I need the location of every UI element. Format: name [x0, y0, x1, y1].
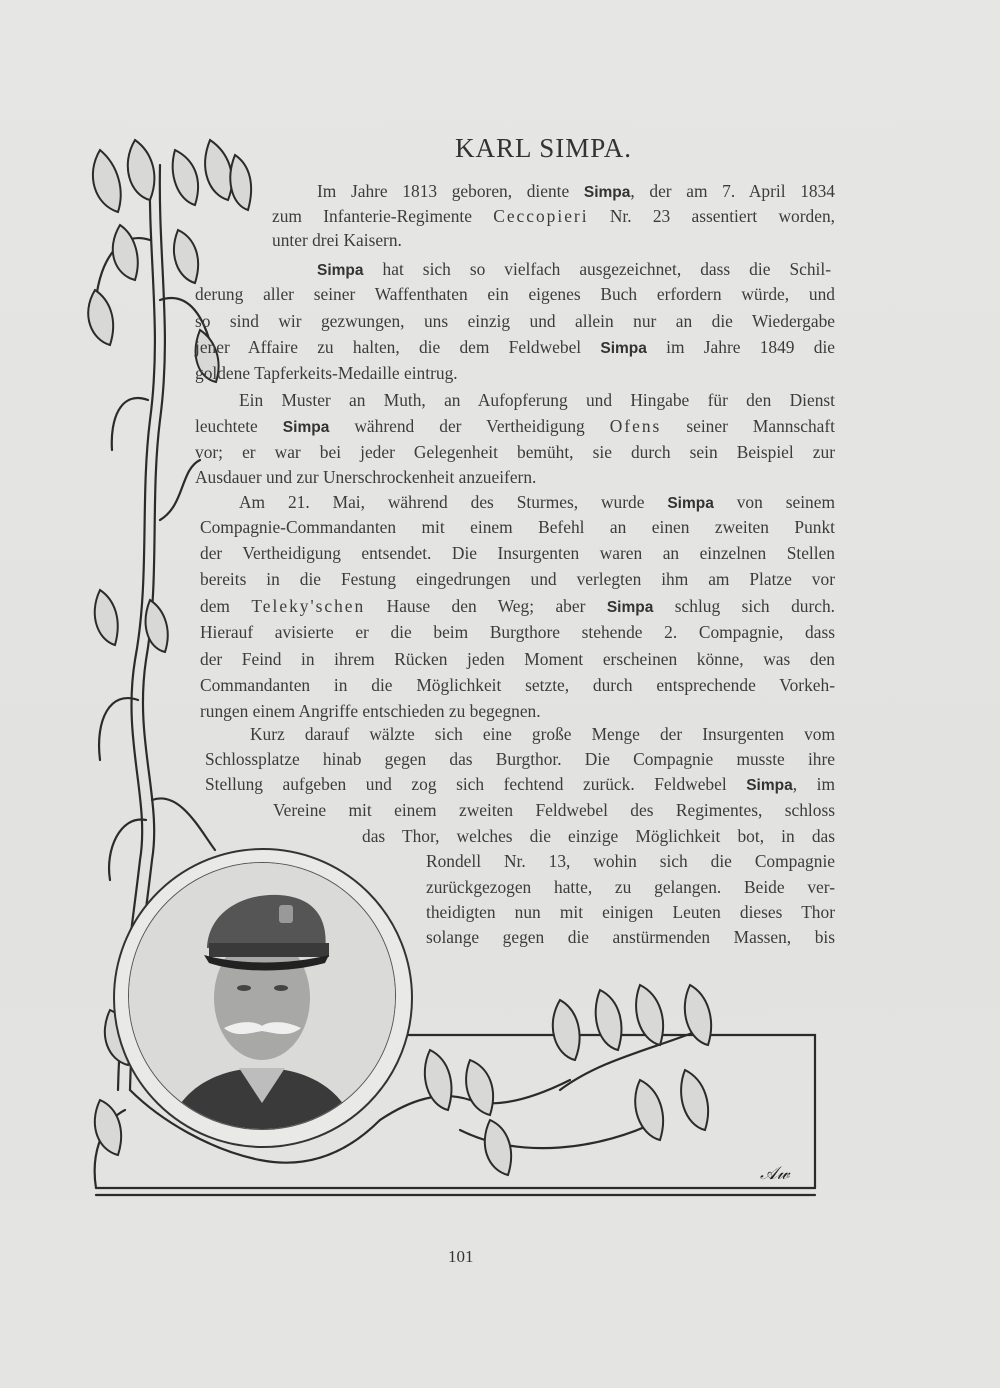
person-name: Simpa: [667, 495, 714, 512]
text-run: hat sich so vielfach ausgezeichnet, dass die Schil-: [363, 259, 831, 279]
text-run: Schlossplatze hinab gegen das Burgthor. Die Compagnie musste ihre: [205, 749, 835, 769]
text-line: [362, 825, 835, 848]
text-line: [195, 336, 835, 360]
text-line: [426, 876, 835, 899]
text-run: bereits in die Festung eingedrungen und verlegten ihm am Platze vor: [200, 569, 835, 589]
text-run: theidigten nun mit einigen Leuten dieses Thor: [426, 902, 835, 922]
text-run: unter drei Kaisern.: [272, 230, 402, 250]
text-line: [273, 799, 835, 822]
text-run: Kurz darauf wälzte sich eine große Menge der Insurgenten vom: [250, 724, 835, 744]
text-line: [426, 926, 835, 949]
text-line: [272, 205, 835, 228]
text-line: [317, 180, 835, 204]
text-line: [250, 723, 835, 746]
text-line: [205, 748, 835, 771]
person-name: Simpa: [600, 340, 647, 357]
text-run: Compagnie-Commandanten mit einem Befehl an einen zweiten Punkt: [200, 517, 835, 537]
text-line: [272, 229, 472, 252]
text-line: [195, 362, 525, 385]
officer-portrait-illustration: [129, 863, 395, 1129]
text-run: seiner Mannschaft: [661, 416, 835, 436]
person-name: Simpa: [583, 184, 631, 201]
text-run: Ausdauer und zur Unerschrockenheit anzueifern.: [195, 467, 537, 487]
text-run: derung aller seiner Waffenthaten ein eigenes Buch erfordern würde, und: [195, 284, 835, 304]
text-run: das Thor, welches die einzige Möglichkeit bot, in das: [362, 826, 835, 846]
portrait-photo: [128, 862, 396, 1130]
text-run: rungen einem Angriffe entschieden zu begegnen.: [200, 701, 541, 721]
text-line: [195, 283, 835, 306]
text-run: zurückgezogen hatte, zu gelangen. Beide ver-: [426, 877, 835, 897]
text-run: im Jahre 1849 die: [646, 337, 836, 357]
text-line: [200, 516, 835, 539]
text-run: Am 21. Mai, während des Sturmes, wurde: [239, 492, 668, 512]
text-line: [200, 621, 835, 644]
text-run: Hierauf avisierte er die beim Burgthore stehende 2. Compagnie, dass: [200, 622, 835, 642]
text-run: Ein Muster an Muth, an Aufopferung und Hingabe für den Dienst: [239, 390, 835, 410]
text-run: dem: [200, 596, 252, 616]
text-line: [239, 491, 835, 515]
spaced-emphasis: Teleky'schen: [251, 596, 366, 616]
text-run: goldene Tapferkeits-Medaille eintrug.: [195, 363, 458, 383]
text-line: [239, 389, 835, 412]
text-run: während der Vertheidigung: [329, 416, 610, 436]
text-run: schlug sich durch.: [653, 596, 836, 616]
text-line: [195, 466, 715, 489]
text-run: zum Infanterie-Regimente: [272, 206, 494, 226]
person-name: Simpa: [746, 777, 793, 794]
page-title: KARL SIMPA.: [455, 133, 633, 163]
text-run: von seinem: [713, 492, 835, 512]
text-line: [200, 542, 835, 565]
text-line: [200, 595, 835, 619]
text-line: [200, 674, 835, 697]
text-run: , der am 7. April 1834: [630, 181, 835, 201]
text-run: jener Affaire zu halten, die dem Feldwebel: [195, 337, 601, 357]
text-run: so sind wir gezwungen, uns einzig und allein nur an die Wiedergabe: [195, 311, 835, 331]
text-run: Stellung aufgeben und zog sich fechtend zurück. Feldwebel: [205, 774, 747, 794]
text-line: [195, 441, 835, 464]
text-line: [200, 568, 835, 591]
text-run: Vereine mit einem zweiten Feldwebel des Regimentes, schloss: [273, 800, 835, 820]
text-run: Commandanten in die Möglichkeit setzte, durch entsprechende Vorkeh-: [200, 675, 835, 695]
text-run: Rondell Nr. 13, wohin sich die Compagnie: [426, 851, 835, 871]
text-run: der Feind in ihrem Rücken jeden Moment erscheinen könne, was den: [200, 649, 835, 669]
text-line: [426, 850, 835, 873]
spaced-emphasis: Ceccopieri: [493, 206, 589, 226]
spaced-emphasis: Ofens: [609, 416, 662, 436]
text-run: der Vertheidigung entsendet. Die Insurgenten waren an einzelnen Stellen: [200, 543, 835, 563]
text-line: [426, 901, 835, 924]
text-run: Hause den Weg; aber: [365, 596, 607, 616]
page-number: 101: [448, 1247, 474, 1266]
text-line: [195, 310, 835, 333]
artist-signature: 𝒜𝓌: [760, 1163, 790, 1184]
text-run: Im Jahre 1813 geboren, diente: [317, 181, 584, 201]
person-name: Simpa: [606, 599, 654, 616]
text-line: [195, 415, 835, 439]
text-line: [200, 700, 635, 723]
text-run: vor; er war bei jeder Gelegenheit bemüht, sie durch sein Beispiel zur: [195, 442, 835, 462]
person-name: Simpa: [317, 262, 364, 279]
text-run: solange gegen die anstürmenden Massen, bis: [426, 927, 835, 947]
person-name: Simpa: [282, 419, 330, 436]
text-line: [205, 773, 835, 797]
text-line: [317, 258, 831, 282]
text-run: leuchtete: [195, 416, 283, 436]
text-line: [200, 648, 835, 671]
text-run: Nr. 23 assentiert worden,: [588, 206, 835, 226]
text-run: , im: [792, 774, 835, 794]
